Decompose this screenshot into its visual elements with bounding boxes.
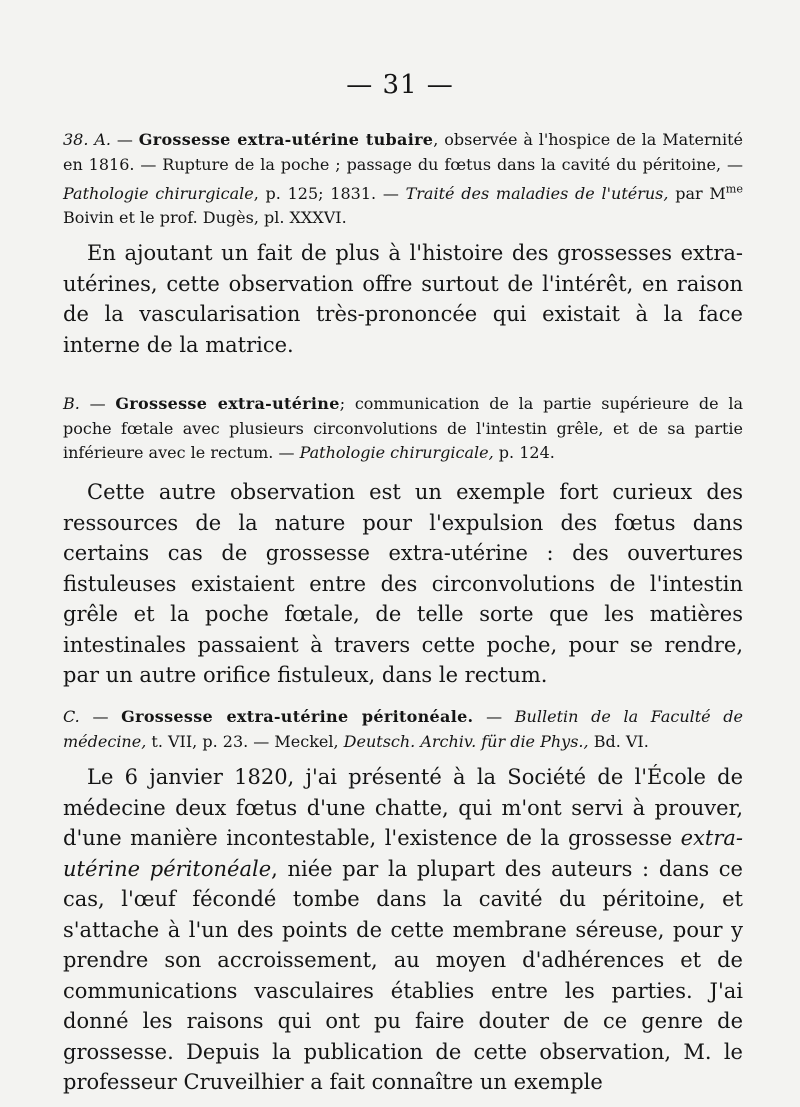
paragraph-text	[63, 765, 743, 1094]
text-run: ; communication de la partie supérieure de la poche fœtale avec plusieurs circonvolutions de l'intestin grêle, et de sa partie inférieure avec le rectum. —	[63, 394, 743, 463]
text-run: , niée par la plupart des auteurs : dans ce cas, l'œuf fécondé tombe dans la cavité du péritoine, et s'attache à l'un des points de cette membrane séreuse, pour y prendre son accroissement, au moyen d'adhérences et de communications vasculaires établies entre les parties. J'ai donné les raisons qui ont pu faire douter de ce genre de grossesse. Depuis la publication de cette observation, M. le professeur Cruveilhier a fait connaître un exemple	[63, 856, 743, 1094]
entry-title: Grossesse extra-utérine tubaire	[138, 130, 434, 149]
entry-title: Grossesse extra-utérine	[115, 394, 340, 413]
text-run: t. VII, p. 23. — Meckel,	[146, 731, 344, 751]
text-run: par M	[668, 183, 726, 203]
entry-c: C. — Grossesse extra-utérine péritonéale. — Bulletin de la Faculté de médecine, t. VII, p. 23. — Meckel, Deutsch. Archiv. für die Phys., Bd. VI.	[63, 707, 744, 751]
text-run: En ajoutant un fait de plus à l'histoire des grossesses extra-utérines, cette observation offre surtout de l'intérêt, en raison de la vascularisation très-prononcée qui existait à la face interne de la matrice.	[63, 241, 743, 357]
text-run: Bd. VI.	[588, 731, 649, 751]
text-run: p. 124.	[493, 443, 555, 463]
paragraph-3	[63, 762, 743, 1098]
italic-run: extra-utérine péritonéale	[63, 826, 743, 881]
entry-letter: B.	[63, 394, 80, 413]
italic-run: Deutsch. Archiv. für die Phys.,	[343, 731, 589, 751]
entry-b: B. — Grossesse extra-utérine; communication de la partie supérieure de la poche fœtale avec plusieurs circonvolutions de l'intestin grêle, et de sa partie inférieure avec le rectum. — Pathologie chirurgicale, p. 124.	[63, 394, 743, 463]
italic-run: Bulletin de la Faculté de médecine,	[63, 707, 744, 751]
paragraph-2	[63, 477, 743, 691]
italic-run: Pathologie chirurgicale,	[299, 443, 494, 463]
text-run: , observée à l'hospice de la Maternité en 1816. — Rupture de la poche ; passage du fœtus dans la cavité du péritoine, —	[63, 130, 743, 174]
italic-run: Pathologie chirurgicale	[63, 183, 254, 203]
text-run: Boivin et le prof. Dugès, pl. XXXVI.	[63, 208, 347, 228]
italic-run: Traité des maladies de l'utérus,	[405, 183, 669, 203]
text-run: Cette autre observation est un exemple fort curieux des ressources de la nature pour l'expulsion des fœtus dans certains cas de grossesse extra-utérine : des ouvertures fistuleuses existaient entre des circonvolutions de l'intestin grêle et la poche fœtale, de telle sorte que les matières intestinales passaient à travers cette poche, pour se rendre, par un autre orifice fistuleux, dans le rectum.	[63, 480, 743, 687]
text-run: me	[725, 182, 744, 196]
entry-title: Grossesse extra-utérine péritonéale.	[121, 707, 474, 726]
page-number: — 31 —	[346, 70, 454, 100]
text-run: , p. 125; 1831. —	[253, 183, 406, 203]
entry-38a: 38. A. — Grossesse extra-utérine tubaire, observée à l'hospice de la Maternité en 1816. — Rupture de la poche ; passage du fœtus dans la cavité du péritoine, — Pathologie chirurgicale, p. 125; 1831. — Traité des maladies de l'utérus, par $M^{me}$ Boivin et le prof. Dugès, pl. XXXVI.	[63, 130, 744, 228]
text-run: Le 6 janvier 1820, j'ai présenté à la Société de l'École de médecine deux fœtus d'une chatte, qui m'ont servi à prouver, d'une manière incontestable, l'existence de la grossesse	[63, 765, 743, 850]
paragraph-text	[63, 241, 743, 357]
paragraph-text	[63, 480, 743, 687]
paragraph-1	[63, 238, 743, 360]
entry-letter: 38. A.	[63, 130, 111, 149]
entry-letter: C.	[63, 707, 80, 726]
text-run: —	[473, 707, 515, 726]
